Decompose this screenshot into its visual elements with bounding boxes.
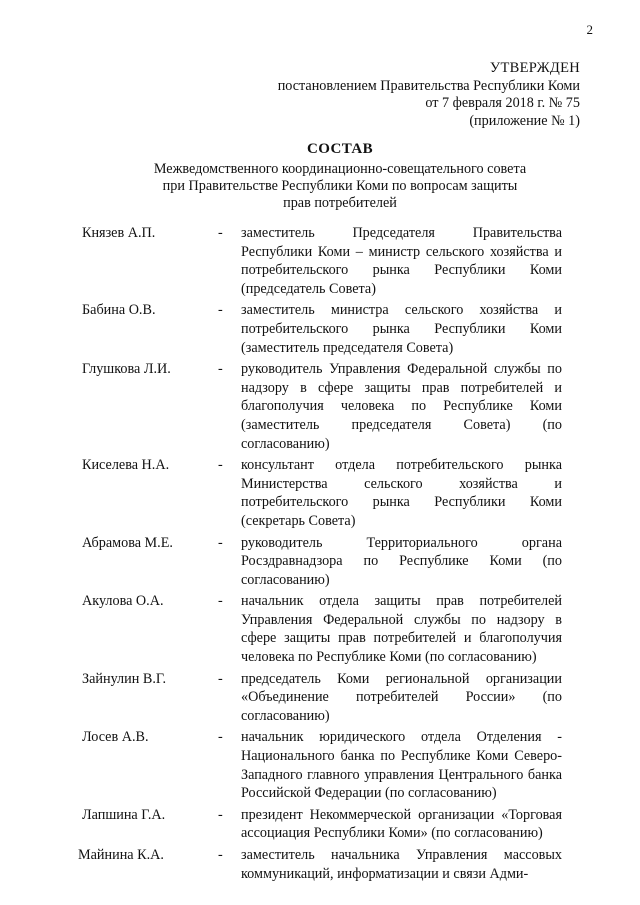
member-row (82, 534, 562, 590)
member-name: Князев А.П. (82, 225, 156, 241)
member-list (78, 224, 562, 886)
document-header (100, 141, 580, 211)
member-row (82, 670, 562, 726)
member-dash: - (218, 302, 223, 319)
member-dash: - (218, 806, 223, 823)
member-name: Майнина К.А. (78, 847, 164, 863)
document-subtitle-line-2: при Правительстве Республики Коми по вопросам защиты (162, 177, 518, 194)
approval-heading: УТВЕРЖДЕН (489, 60, 580, 76)
member-role: начальник отдела защиты прав потребителей Управления Федеральной службы по надзору в сфере защиты прав потребителей и благополучия человека по Республике Коми (по согласованию) (241, 593, 562, 666)
member-name: Бабина О.В. (82, 302, 156, 319)
member-dash: - (218, 457, 223, 474)
member-row (82, 592, 562, 666)
member-dash: - (218, 593, 223, 610)
member-dash: - (218, 670, 223, 687)
member-dash: - (218, 225, 223, 241)
member-row (82, 224, 562, 298)
member-name: Киселева Н.А. (82, 457, 170, 474)
member-role: заместитель начальника Управления массовых коммуникаций, информатизации и связи Адми- (241, 847, 562, 882)
member-row (82, 806, 562, 843)
member-dash: - (218, 729, 223, 746)
member-name: Зайнулин В.Г. (82, 670, 167, 687)
approval-stamp-block (278, 60, 580, 130)
member-role: президент Некоммерческой организации «Торговая ассоциация Республики Коми» (по согласованию) (241, 806, 562, 842)
member-name: Акулова О.А. (82, 593, 164, 610)
member-role: начальник юридического отдела Отделения - Национального банка по Республике Коми Северо-Западного главного управления Центрального банка Российской Федерации (по согласованию) (241, 729, 562, 802)
member-role: заместитель Председателя Правительства Республики Коми – министр сельского хозяйства и потребительского рынка Республики Коми (председатель Совета) (241, 225, 562, 297)
document-title: СОСТАВ (306, 141, 373, 157)
member-name: Глушкова Л.И. (82, 361, 171, 378)
approval-line-2: от 7 февраля 2018 г. № 75 (425, 95, 580, 111)
member-name: Лосев А.В. (82, 729, 149, 746)
page-number: 2 (586, 22, 593, 37)
member-role: руководитель Территориального органа Росздравнадзора по Республике Коми (по согласованию) (241, 534, 562, 588)
approval-line-3: (приложение № 1) (469, 112, 580, 129)
member-row (82, 728, 562, 802)
member-role: руководитель Управления Федеральной службы по надзору в сфере защиты прав потребителей и благополучия человека по Республике Коми (заместитель председателя Совета) (по согласованию) (241, 361, 562, 452)
member-role: председатель Коми региональной организации «Объединение потребителей России» (по согласованию) (241, 670, 562, 724)
member-row (82, 301, 562, 357)
member-role: заместитель министра сельского хозяйства и потребительского рынка Республики Коми (заместитель председателя Совета) (241, 302, 562, 356)
member-dash: - (218, 847, 223, 863)
member-role: консультант отдела потребительского рынка Министерства сельского хозяйства и потребительского рынка Республики Коми (секретарь Совета) (241, 457, 562, 529)
approval-line-1: постановлением Правительства Республики Коми (277, 77, 580, 94)
member-row (78, 846, 562, 883)
member-name: Лапшина Г.А. (82, 806, 166, 823)
member-dash: - (218, 361, 223, 378)
member-row (82, 360, 562, 453)
document-subtitle-line-1: Межведомственного координационно-совещательного совета (153, 161, 527, 177)
member-dash: - (218, 534, 223, 551)
member-name: Абрамова М.Е. (82, 534, 173, 551)
member-row (82, 456, 562, 530)
document-subtitle-line-3: прав потребителей (283, 194, 397, 211)
